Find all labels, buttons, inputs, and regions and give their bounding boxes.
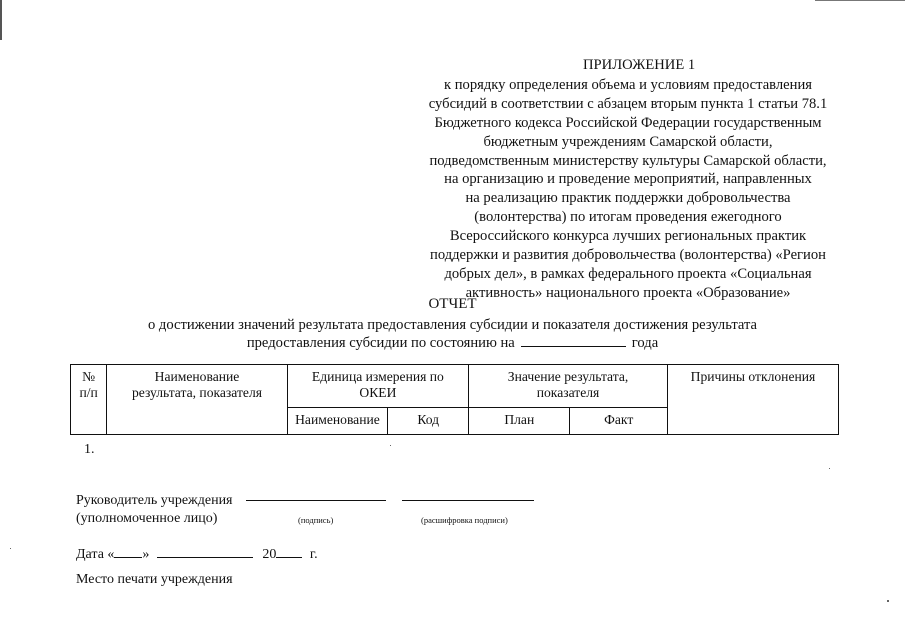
appendix-title: ПРИЛОЖЕНИЕ 1: [583, 57, 696, 73]
header-indicator-name-text: Наименование результата, показателя: [131, 369, 262, 400]
appendix-line: на реализацию практик поддержки добровольчества: [465, 190, 791, 207]
header-value-text: Значение результата, показателя: [507, 369, 629, 400]
header-number-text: № п/п: [79, 369, 98, 400]
date-line: [76, 545, 318, 563]
date-day-blank[interactable]: [114, 545, 142, 558]
appendix-line: субсидий в соответствии с абзацем вторым пункта 1 статьи 78.1: [428, 95, 828, 112]
appendix-line: (волонтерства) по итогам проведения ежегодного: [474, 209, 782, 226]
scan-speck: [887, 600, 889, 602]
header-fact: Факт: [570, 408, 667, 435]
appendix-line: добрых дел», в рамках федерального проекта «Социальная: [444, 265, 812, 282]
appendix-line: Бюджетного кодекса Российской Федерации государственным: [434, 114, 822, 131]
date-year-prefix: 20: [262, 547, 277, 562]
header-value: [469, 365, 668, 408]
results-table: [70, 364, 839, 435]
report-subtitle-line1: о достижении значений результата предоставления субсидии и показателя достижения результата: [147, 317, 758, 333]
table-row-number: 1.: [84, 442, 95, 457]
header-unit-code: Код: [388, 408, 469, 435]
appendix-line: активность» национального проекта «Образование»: [465, 284, 791, 301]
head-label-line2: (уполномоченное лицо): [76, 511, 218, 526]
date-year-suffix: г.: [309, 547, 318, 562]
report-subtitle-line2: [0, 334, 905, 352]
report-title: ОТЧЕТ: [428, 296, 477, 312]
report-subtitle-suffix: года: [631, 335, 659, 351]
header-plan: План: [469, 408, 570, 435]
scan-speck: [10, 548, 11, 549]
appendix-header: [408, 56, 848, 303]
header-unit: [287, 365, 468, 408]
table-header-row: [71, 365, 839, 408]
scan-speck: [829, 468, 830, 469]
signature-caption: (подпись): [298, 515, 334, 525]
header-indicator-name: [107, 365, 287, 435]
appendix-line: подведомственным министерству культуры Самарской области,: [429, 152, 827, 169]
signature-line[interactable]: [246, 500, 386, 501]
header-deviation-reasons-text: Причины отклонения: [690, 369, 816, 384]
signature-decode-line[interactable]: [402, 500, 534, 501]
head-label-line1: Руководитель учреждения: [76, 493, 233, 508]
appendix-line: на организацию и проведение мероприятий, направленных: [444, 171, 812, 188]
report-date-blank[interactable]: [521, 334, 626, 347]
date-close-quote: »: [142, 547, 150, 562]
scan-edge-mark: [0, 0, 2, 40]
report-subtitle: [0, 316, 905, 352]
appendix-line: Всероссийского конкурса лучших региональных практик: [449, 228, 807, 245]
scan-speck: [390, 445, 391, 446]
header-unit-text: Единица измерения по ОКЕИ: [311, 369, 444, 400]
appendix-line: поддержки и развития добровольчества (волонтерства) «Регион: [430, 247, 826, 264]
scan-edge-mark-top: [815, 0, 905, 1]
appendix-line: к порядку определения объема и условиям предоставления: [444, 76, 812, 93]
header-number: [71, 365, 107, 435]
date-label: Дата «: [76, 547, 115, 562]
date-year-blank[interactable]: [276, 545, 302, 558]
signature-decode-caption: (расшифровка подписи): [421, 515, 508, 525]
header-deviation-reasons: [667, 365, 838, 435]
signature-block: [76, 492, 233, 528]
header-unit-name: Наименование: [287, 408, 388, 435]
stamp-place-label: Место печати учреждения: [76, 572, 233, 587]
report-subtitle-prefix: предоставления субсидии по состоянию на: [246, 335, 515, 351]
date-month-blank[interactable]: [157, 545, 253, 558]
appendix-line: бюджетным учреждениям Самарской области,: [483, 133, 773, 150]
